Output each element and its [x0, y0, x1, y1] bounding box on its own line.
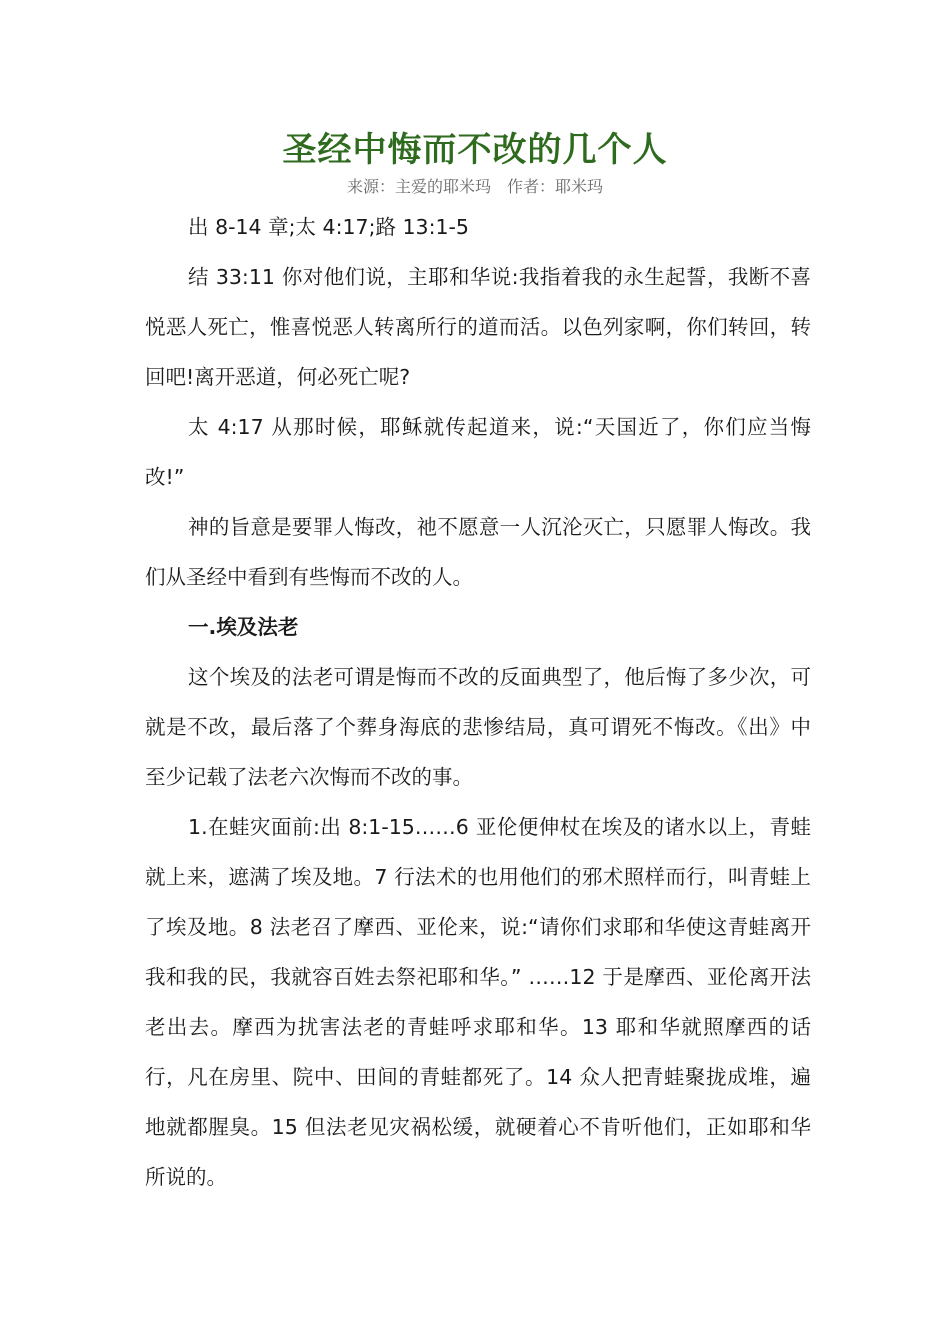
paragraph-frog-plague: 1.在蛙灾面前:出 8:1-15……6 亚伦便伸杖在埃及的诸水以上，青蛙就上来，遮满了埃及地。7 行法术的也用他们的邪术照样而行，叫青蛙上了埃及地。8 法老召了摩西、亚伦来，说:“请你们求耶和华使这青蛙离开我和我的民，我就容百姓去祭祀耶和华。” ……12 于是摩西、亚伦离开法老出去。摩西为扰害法老的青蛙呼求耶和华。13 耶和华就照摩西的话行，凡在房里、院中、田间的青蛙都死了。14 众人把青蛙聚拢成堆，遍地就都腥臭。15 但法老见灾祸松缓，就硬着心不肯听他们，正如耶和华所说的。 [145, 815, 811, 1189]
paragraph-pharaoh-intro: 这个埃及的法老可谓是悔而不改的反面典型了，他后悔了多少次，可就是不改，最后落了个葬身海底的悲惨结局，真可谓死不悔改。《出》中至少记载了法老六次悔而不改的事。 [145, 665, 811, 789]
scripture-references: 出 8-14 章;太 4:17;路 13:1-5 [188, 215, 469, 239]
paragraph-matthew: 太 4:17 从那时候，耶稣就传起道来，说:“天国近了，你们应当悔改!” [145, 415, 811, 489]
section-heading-pharaoh: 一.埃及法老 [188, 615, 299, 639]
document-title: 圣经中悔而不改的几个人 [282, 130, 668, 170]
paragraph-ezekiel: 结 33:11 你对他们说，主耶和华说:我指着我的永生起誓，我断不喜悦恶人死亡，惟喜悦恶人转离所行的道而活。以色列家啊，你们转回，转回吧!离开恶道，何必死亡呢? [145, 265, 811, 389]
source-author-line: 来源：主爱的耶米玛 作者：耶米玛 [346, 177, 603, 196]
paragraph-gods-will: 神的旨意是要罪人悔改，祂不愿意一人沉沦灭亡，只愿罪人悔改。我们从圣经中看到有些悔而不改的人。 [145, 515, 811, 589]
document-body [145, 202, 811, 1202]
